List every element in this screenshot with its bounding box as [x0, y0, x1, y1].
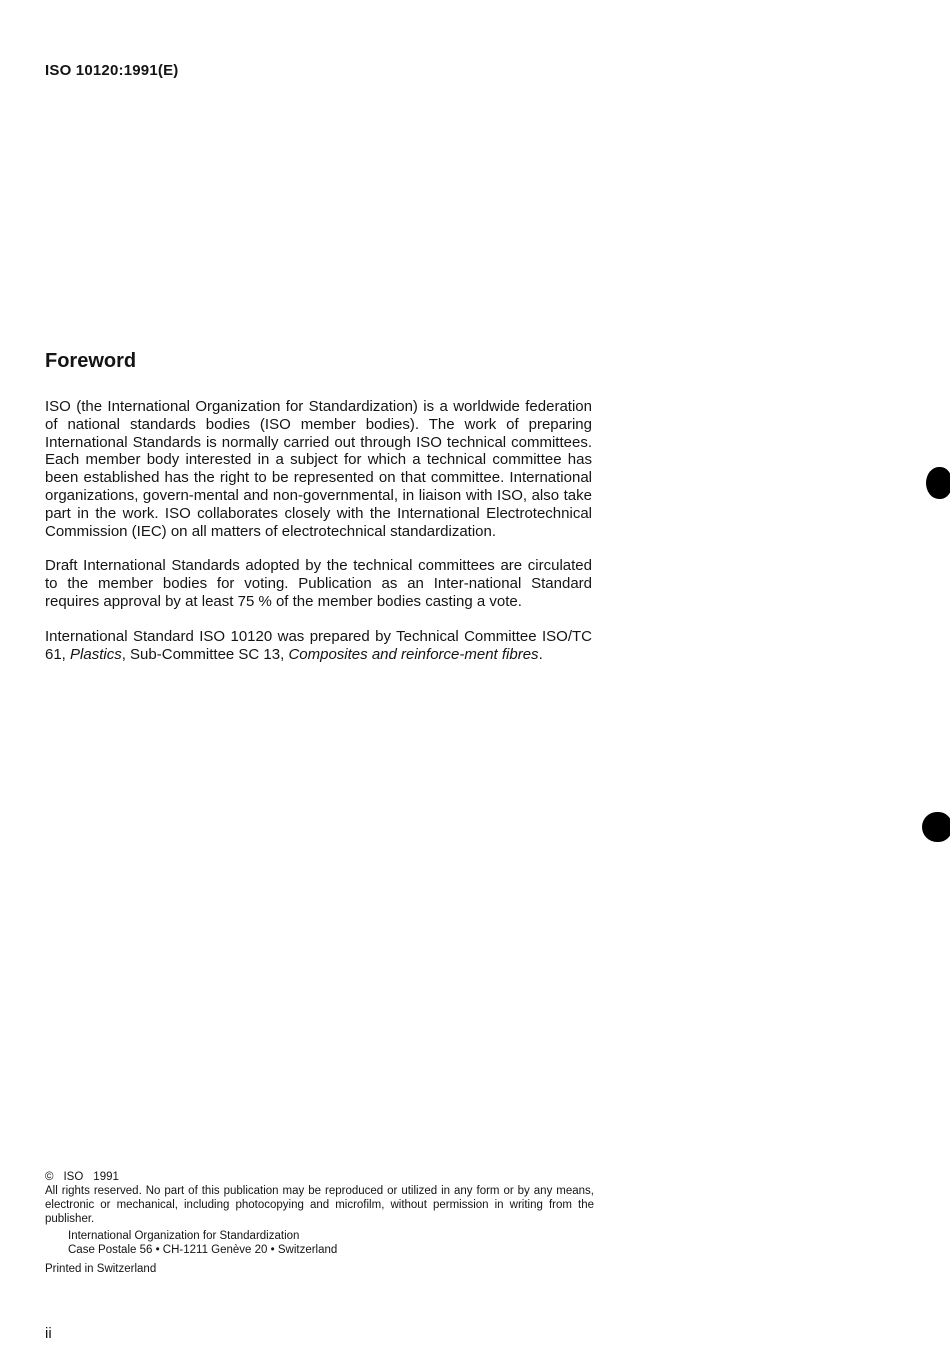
org-address: Case Postale 56 • CH-1211 Genève 20 • Switzerland — [68, 1244, 338, 1256]
page-number: ii — [45, 1325, 52, 1342]
para3-suffix: . — [538, 645, 543, 663]
copyright-line — [45, 1170, 594, 1184]
para3-prefix: International Standard ISO 10120 was prepared by Technical Committee ISO/TC 61, — [45, 627, 592, 663]
printed-in: Printed in Switzerland — [45, 1263, 157, 1275]
copyright-block — [45, 1170, 594, 1276]
binder-hole-top — [926, 467, 950, 499]
copyright-symbol: © — [45, 1171, 54, 1183]
para3-middle: , Sub-Committee SC 13, — [121, 645, 285, 663]
foreword-paragraph-1: ISO (the International Organization for Standardization) is a worldwide federation of national standards bodies (ISO member bodies). The work of preparing International Standards is normally carried out through ISO technical committees. Each member body interested in a subject for which a technical committee has been established has the right to be represented on that committee. International organizations, govern-mental and non-governmental, in liaison with ISO, also take part in the work. ISO collaborates closely with the International Electrotechnical Commission (IEC) on all matters of electrotechnical standardization. — [45, 398, 592, 540]
foreword-paragraph-3 — [45, 628, 592, 664]
rights-statement: All rights reserved. No part of this publication may be reproduced or utilized in any form or by any means, electronic or mechanical, including photocopying and microfilm, without permission in writing from the publisher. — [45, 1185, 594, 1225]
foreword-paragraph-2: Draft International Standards adopted by the technical committees are circulated to the member bodies for voting. Publication as an Inter-national Standard requires approval by at least 75 % of the member bodies casting a vote. — [45, 557, 592, 610]
binder-hole-bottom — [922, 812, 950, 842]
document-id: ISO 10120:1991(E) — [45, 62, 179, 79]
subcommittee-name: Composites and reinforce-ment fibres — [288, 645, 539, 663]
copyright-year: 1991 — [93, 1171, 119, 1183]
foreword-body — [45, 398, 592, 680]
committee-name: Plastics — [70, 645, 122, 663]
org-name: International Organization for Standardization — [68, 1230, 300, 1242]
foreword-heading: Foreword — [45, 350, 137, 372]
copyright-org: ISO — [63, 1171, 84, 1183]
